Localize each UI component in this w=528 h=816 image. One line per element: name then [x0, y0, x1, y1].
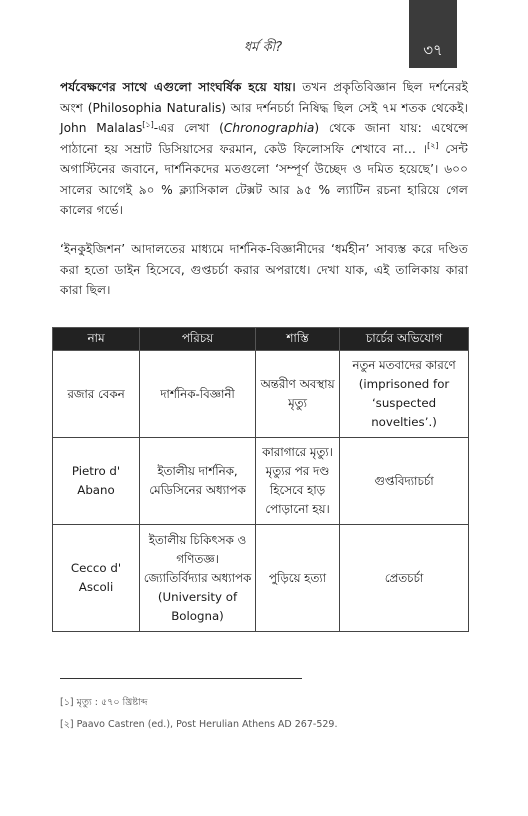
column-header-name: নাম — [53, 328, 140, 351]
cell-punishment: কারাগারে মৃত্যু। মৃত্যুর পর দণ্ড হিসেবে হাড় পোড়ানো হয়। — [256, 438, 340, 525]
paragraph-1-text-d: সেন্ট অগাস্টিনের জবানে, দার্শনিকদের মতগুলো ‘সম্পূর্ণ উচ্ছেদ ও দমিত হয়েছে’। ৬০০ সালের আগেই ৯০ % ক্ল্যাসিকাল টেক্সট আর ৯৫ % ল্যাটিন রচনা হারিয়ে গেল কালের গর্ভে। — [60, 141, 468, 217]
cell-identity: ইতালীয় চিকিৎসক ও গণিতজ্ঞ। জ্যোতির্বিদ্যার অধ্যাপক (University of Bologna) — [140, 525, 256, 632]
cell-name: রজার বেকন — [53, 351, 140, 438]
table-row — [53, 438, 469, 525]
cell-accusation: নতুন মতবাদের কারণে (imprisoned for ‘suspected novelties’.) — [340, 351, 469, 438]
cell-identity: দার্শনিক-বিজ্ঞানী — [140, 351, 256, 438]
running-header-title: ধর্ম কী? — [243, 40, 283, 55]
book-title-chronographia: Chronographia — [223, 121, 315, 135]
cell-name: Cecco d' Ascoli — [53, 525, 140, 632]
paragraph-1-text-a: তখন প্রকৃতিবিজ্ঞান ছিল দর্শনেরই অংশ (Philosophia Naturalis) আর দর্শনচর্চা নিষিদ্ধ ছিল সেই ৭ম শতক থেকেই। John Malalas — [60, 80, 468, 135]
paragraph-1-text-b: -এর লেখা ( — [153, 121, 224, 135]
table-row — [53, 525, 469, 632]
cell-punishment: পুড়িয়ে হত্যা — [256, 525, 340, 632]
table-header-row — [53, 328, 469, 351]
paragraph-2: ‘ইনকুইজিশন’ আদালতের মাধ্যমে দার্শনিক-বিজ্ঞানীদের ‘ধর্মহীন’ সাব্যস্ত করে দণ্ডিত করা হতো ডাইন হিসেবে, গুপ্তচর্চা করার অপরাধে। দেখা যাক, এই তালিকায় কারা কারা ছিল। — [60, 242, 468, 297]
cell-accusation: গুপ্তবিদ্যাচর্চা — [340, 438, 469, 525]
cell-accusation: প্রেতচর্চা — [340, 525, 469, 632]
page-number-tab — [409, 0, 457, 68]
paragraph-1 — [60, 77, 468, 221]
page-number: ৩৭ — [423, 41, 443, 59]
cell-identity: ইতালীয় দার্শনিক, মেডিসিনের অধ্যাপক — [140, 438, 256, 525]
column-header-identity: পরিচয় — [140, 328, 256, 351]
footnote-divider — [60, 678, 302, 679]
footnote-2: [২] Paavo Castren (ed.), Post Herulian Athens AD 267-529. — [60, 719, 338, 730]
footnote-1: [১] মৃত্যু : ৫৭০ খ্রিষ্টাব্দ — [60, 697, 148, 708]
cell-punishment: অন্তরীণ অবস্থায় মৃত্যু — [256, 351, 340, 438]
paragraph-1-lead: পর্যবেক্ষণের সাথে এগুলো সাংঘর্ষিক হয়ে যায়। — [60, 80, 296, 94]
footnote-ref-1[interactable]: [১] — [142, 119, 154, 129]
footnote-ref-2[interactable]: [২] — [427, 140, 439, 150]
cell-name: Pietro d' Abano — [53, 438, 140, 525]
inquisition-table — [52, 327, 469, 632]
table-row — [53, 351, 469, 438]
paragraph-1-text-c: ) থেকে জানা যায়: এথেন্সে পাঠানো হয় সম্রাট ডিসিয়াসের ফরমান, কেউ ফিলোসফি শেখাবে না… । — [60, 121, 468, 156]
column-header-accusation: চার্চের অভিযোগ — [340, 328, 469, 351]
column-header-punishment: শাস্তি — [256, 328, 340, 351]
